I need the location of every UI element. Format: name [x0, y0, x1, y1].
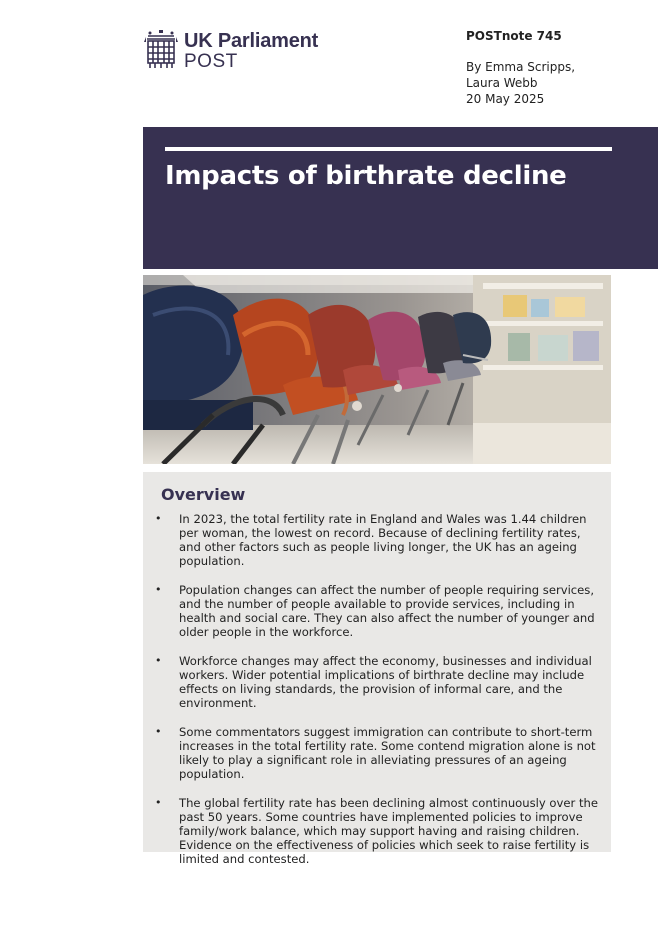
overview-list	[143, 512, 611, 881]
bullet-icon: •	[155, 725, 162, 738]
pushchairs-photo	[143, 275, 611, 464]
list-item-text: Population changes can affect the number of people requiring services, and the number of people available to provide services, including in health and social care. They can also affect the number of younger and older people in the workforce.	[179, 583, 595, 639]
bullet-icon: •	[155, 654, 162, 667]
postnote-number: POSTnote 745	[466, 29, 562, 43]
publication-date: 20 May 2025	[466, 92, 545, 106]
bullet-icon: •	[155, 583, 162, 596]
list-item-text: Some commentators suggest immigration can contribute to short-term increases in the total fertility rate. Some contend migration alone is not likely to play a significant role in alleviating pressures of an ageing population.	[179, 725, 596, 781]
portcullis-icon	[144, 30, 178, 70]
list-item-text: In 2023, the total fertility rate in England and Wales was 1.44 children per woman, the lowest on record. Because of declining fertility rates, and other factors such as people living longer, the UK has an ageing population.	[179, 512, 587, 568]
list-item	[143, 512, 611, 568]
list-item-text: The global fertility rate has been declining almost continuously over the past 50 years. Some countries have implemented policies to improve family/work balance, which may support having and raising children. Evidence on the effectiveness of policies which seek to raise fertility is limited and contested.	[179, 796, 598, 866]
list-item-text: Workforce changes may affect the economy, businesses and individual workers. Wider potential implications of birthrate decline may include effects on living standards, the provision of informal care, and the environment.	[179, 654, 592, 710]
banner-rule	[165, 147, 612, 151]
overview-heading: Overview	[161, 485, 246, 504]
bullet-icon: •	[155, 796, 162, 809]
bullet-icon: •	[155, 512, 162, 525]
document-meta	[466, 28, 575, 107]
overview-box	[143, 472, 611, 866]
list-item	[143, 796, 611, 866]
org-unit: POST	[184, 51, 238, 72]
page-title: Impacts of birthrate decline	[165, 161, 567, 191]
list-item	[143, 654, 611, 710]
list-item	[143, 725, 611, 781]
list-item	[143, 583, 611, 639]
authors-line-2: Laura Webb	[466, 76, 538, 90]
authors-line-1: By Emma Scripps,	[466, 60, 576, 74]
title-banner	[143, 127, 658, 269]
org-name: UK Parliament	[184, 30, 319, 52]
